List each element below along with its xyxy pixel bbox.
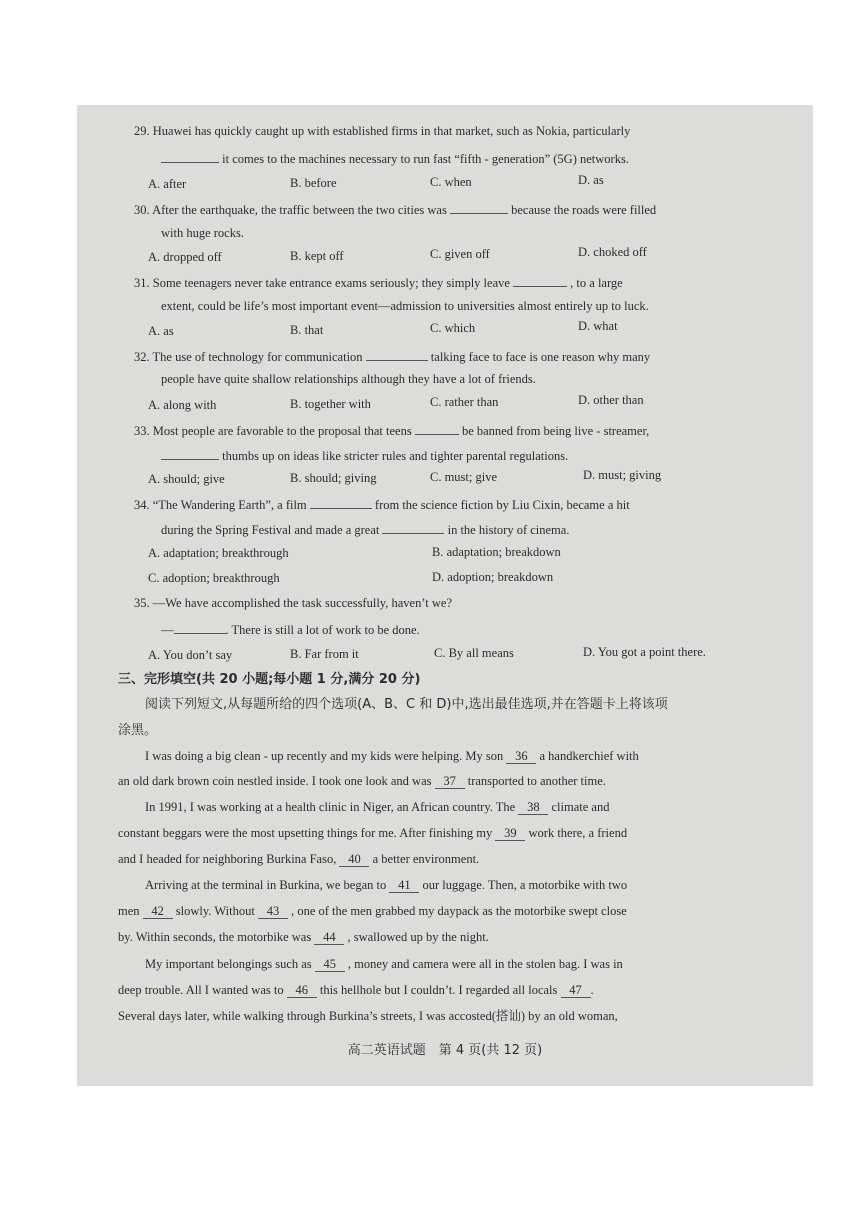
option-b: B. Far from it <box>290 647 359 661</box>
passage-text: constant beggars were the most upsetting things for me. After finishing my <box>118 826 493 840</box>
question-text: during the Spring Festival and made a great <box>161 523 380 537</box>
question-31 <box>134 275 623 290</box>
question-number: 29. <box>134 124 150 138</box>
question-text: it comes to the machines necessary to run fast “fifth - generation” (5G) networks. <box>222 152 629 166</box>
option-c: C. given off <box>430 247 490 261</box>
passage-line <box>118 1010 618 1023</box>
option-c: C. which <box>430 321 476 335</box>
answer-blank <box>161 448 219 460</box>
passage-line <box>118 931 489 945</box>
exam-page <box>77 105 813 1086</box>
question-35-line2 <box>161 622 420 637</box>
answer-blank <box>382 522 444 534</box>
question-32 <box>134 349 650 364</box>
option-d: D. adoption; breakdown <box>432 570 554 584</box>
cloze-blank-40: 40 <box>339 853 369 867</box>
passage-text: men <box>118 904 140 918</box>
option-c: C. By all means <box>434 646 514 660</box>
option-c: C. must; give <box>430 470 498 484</box>
question-text: —We have accomplished the task successfully, haven’t we? <box>152 596 452 610</box>
question-text: in the history of cinema. <box>447 523 570 537</box>
answer-blank <box>450 202 508 214</box>
question-text: , to a large <box>570 276 623 290</box>
passage-text: deep trouble. All I wanted was to <box>118 983 284 997</box>
question-34 <box>134 497 630 512</box>
question-number: 32. <box>134 350 150 364</box>
passage-line <box>145 750 639 764</box>
question-35 <box>134 597 452 610</box>
question-29-line2 <box>161 151 629 166</box>
question-33-line2 <box>161 448 568 463</box>
passage-text: Several days later, while walking through Burkina’s streets, I was accosted( <box>118 1009 496 1023</box>
question-number: 31. <box>134 276 150 290</box>
cloze-blank-36: 36 <box>506 750 536 764</box>
option-b: B. before <box>290 176 337 190</box>
passage-text: this hellhole but I couldn’t. I regarded all locals <box>319 983 558 997</box>
passage-text: our luggage. Then, a motorbike with two <box>422 878 628 892</box>
cloze-blank-45: 45 <box>315 958 345 972</box>
question-30 <box>134 202 656 217</box>
passage-text: work there, a friend <box>528 826 628 840</box>
passage-text: climate and <box>551 800 610 814</box>
question-text: After the earthquake, the traffic between the two cities was <box>152 203 447 217</box>
passage-line <box>118 775 606 789</box>
question-number: 34. <box>134 498 150 512</box>
question-31-line2: extent, could be life’s most important event—admission to universities almost entirely up to luck. <box>161 299 649 313</box>
option-d: D. other than <box>578 393 644 407</box>
question-number: 33. <box>134 424 150 438</box>
option-b: B. that <box>290 323 324 337</box>
option-c: C. when <box>430 175 472 189</box>
section-heading: 三、完形填空(共 20 小题;每小题 1 分,满分 20 分) <box>118 672 421 687</box>
question-text: be banned from being live - streamer, <box>461 424 650 438</box>
passage-line <box>145 879 627 893</box>
question-text: . There is still a lot of work to be done. <box>225 623 420 637</box>
question-text: because the roads were filled <box>511 203 657 217</box>
option-a: A. dropped off <box>148 250 222 264</box>
question-text: Most people are favorable to the proposal that teens <box>152 424 412 438</box>
option-a: A. as <box>148 324 174 338</box>
passage-line <box>145 801 609 815</box>
answer-blank <box>174 622 226 634</box>
passage-text: a better environment. <box>372 852 480 866</box>
cloze-blank-46: 46 <box>287 984 317 998</box>
option-a: A. after <box>148 177 187 191</box>
question-30-line2: with huge rocks. <box>161 226 244 240</box>
question-text: Huawei has quickly caught up with established firms in that market, such as Nokia, particularly <box>152 124 631 138</box>
passage-text: . <box>590 983 594 997</box>
answer-blank <box>415 423 459 435</box>
passage-line <box>118 905 627 919</box>
cloze-blank-39: 39 <box>495 827 525 841</box>
passage-line <box>118 853 479 867</box>
passage-text: an old dark brown coin nestled inside. I took one look and was <box>118 774 432 788</box>
passage-text: ) by an old woman, <box>520 1009 618 1023</box>
page-footer: 高二英语试题 第 4 页(共 12 页) <box>347 1043 543 1058</box>
option-b: B. kept off <box>290 249 344 263</box>
answer-blank <box>161 151 219 163</box>
question-34-line2 <box>161 522 569 537</box>
cloze-blank-38: 38 <box>518 801 548 815</box>
option-c: C. adoption; breakthrough <box>148 571 280 585</box>
passage-text: Arriving at the terminal in Burkina, we began to <box>145 878 387 892</box>
passage-line <box>118 984 594 998</box>
question-text: Some teenagers never take entrance exams seriously; they simply leave <box>152 276 510 290</box>
question-number: 35. <box>134 596 150 610</box>
passage-text: , money and camera were all in the stolen bag. I was in <box>347 957 623 971</box>
option-a: A. adaptation; breakthrough <box>148 546 289 560</box>
question-text: “The Wandering Earth”, a film <box>152 498 307 512</box>
cloze-blank-41: 41 <box>389 879 419 893</box>
question-text: talking face to face is one reason why many <box>430 350 651 364</box>
question-number: 30. <box>134 203 150 217</box>
option-b: B. adaptation; breakdown <box>432 545 561 559</box>
option-d: D. You got a point there. <box>583 645 706 659</box>
option-c: C. rather than <box>430 395 499 409</box>
option-b: B. together with <box>290 397 371 411</box>
answer-blank <box>513 275 567 287</box>
section-instruction: 阅读下列短文,从每题所给的四个选项(A、B、C 和 D)中,选出最佳选项,并在答题卡上将该项 <box>145 697 668 712</box>
question-text: The use of technology for communication <box>152 350 363 364</box>
passage-text: slowly. Without <box>175 904 255 918</box>
cloze-blank-44: 44 <box>314 931 344 945</box>
passage-text: My important belongings such as <box>145 957 312 971</box>
passage-text: by. Within seconds, the motorbike was <box>118 930 312 944</box>
option-d: D. as <box>578 173 604 187</box>
option-b: B. should; giving <box>290 471 377 485</box>
question-text: thumbs up on ideas like stricter rules and tighter parental regulations. <box>222 449 569 463</box>
question-text: — <box>161 623 174 637</box>
question-29 <box>134 125 630 138</box>
passage-text: a handkerchief with <box>539 749 639 763</box>
passage-line <box>145 958 623 972</box>
option-a: A. along with <box>148 398 217 412</box>
cloze-blank-47: 47 <box>561 984 591 998</box>
cloze-blank-37: 37 <box>435 775 465 789</box>
option-a: A. should; give <box>148 472 225 486</box>
section-instruction-cont: 涂黑。 <box>118 723 158 738</box>
passage-text-cn: 搭讪 <box>495 1008 521 1023</box>
passage-text: I was doing a big clean - up recently and my kids were helping. My son <box>145 749 504 763</box>
option-d: D. what <box>578 319 618 333</box>
option-a: A. You don’t say <box>148 648 233 662</box>
passage-text: transported to another time. <box>467 774 606 788</box>
passage-text: , swallowed up by the night. <box>347 930 489 944</box>
passage-text: , one of the men grabbed my daypack as the motorbike swept close <box>291 904 627 918</box>
cloze-blank-43: 43 <box>258 905 288 919</box>
question-32-line2: people have quite shallow relationships although they have a lot of friends. <box>161 372 536 386</box>
passage-text: In 1991, I was working at a health clinic in Niger, an African country. The <box>145 800 516 814</box>
question-text: from the science fiction by Liu Cixin, became a hit <box>374 498 630 512</box>
question-33 <box>134 423 649 438</box>
passage-line <box>118 827 627 841</box>
answer-blank <box>366 349 428 361</box>
option-d: D. must; giving <box>583 468 662 482</box>
cloze-blank-42: 42 <box>143 905 173 919</box>
option-d: D. choked off <box>578 245 647 259</box>
passage-text: and I headed for neighboring Burkina Faso, <box>118 852 337 866</box>
answer-blank <box>310 497 372 509</box>
